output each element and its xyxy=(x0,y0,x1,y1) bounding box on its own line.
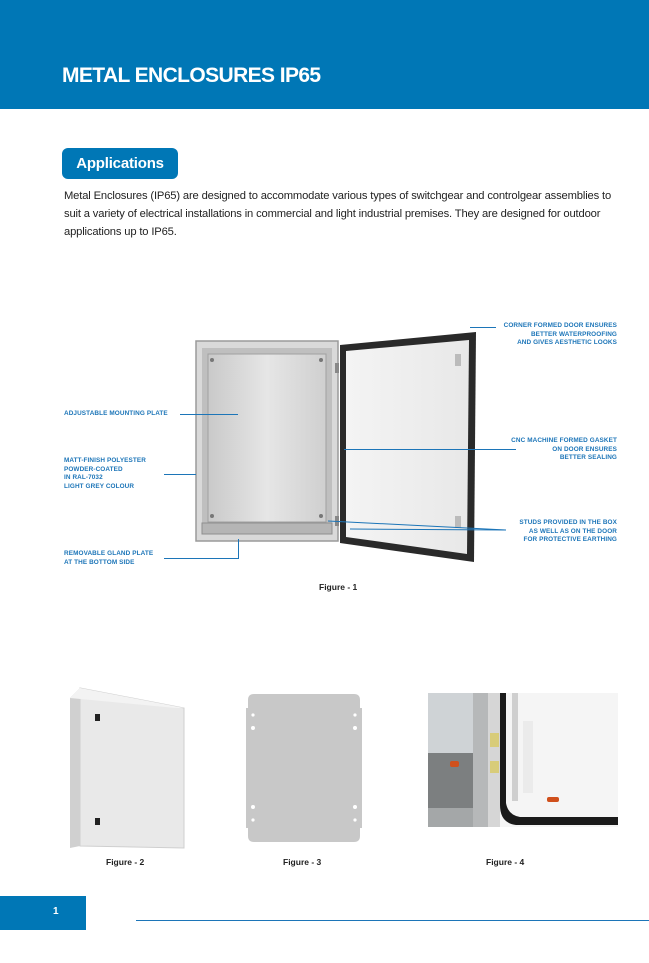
callout-gland-plate: REMOVABLE GLAND PLATE AT THE BOTTOM SIDE xyxy=(64,550,154,566)
leader-line xyxy=(344,449,516,450)
page-number-box xyxy=(0,896,86,930)
figure-2-closed-enclosure-image xyxy=(68,686,186,850)
figure-4-hinge-detail-image xyxy=(428,693,618,827)
figure-4-caption: Figure - 4 xyxy=(486,857,525,867)
figure-2-caption: Figure - 2 xyxy=(106,857,145,867)
figure-3-mounting-plate-image xyxy=(244,694,364,842)
figure-1-caption: Figure - 1 xyxy=(319,582,358,592)
intro-paragraph: Metal Enclosures (IP65) are designed to accommodate various types of switchgear and controlgear assemblies to suit a variety of electrical installations in commercial and light industrial premises. They are designed for outdoor applications up to IP65. xyxy=(64,190,612,238)
callout-earthing-studs: STUDS PROVIDED IN THE BOX AS WELL AS ON THE DOOR FOR PROTECTIVE EARTHING xyxy=(519,519,617,544)
figure-3-caption: Figure - 3 xyxy=(283,857,322,867)
leader-line xyxy=(164,558,239,559)
callout-mounting-plate: ADJUSTABLE MOUNTING PLATE xyxy=(64,410,168,417)
footer-divider xyxy=(136,920,649,921)
callout-powder-coating: MATT-FINISH POLYESTER POWDER-COATED IN RAL-7032 LIGHT GREY COLOUR xyxy=(64,457,146,490)
page-number: 1 xyxy=(53,906,59,917)
leader-line xyxy=(180,414,238,415)
leader-line xyxy=(470,327,496,328)
header-band xyxy=(0,0,649,109)
callout-corner-formed-door: CORNER FORMED DOOR ENSURES BETTER WATERPROOFING AND GIVES AESTHETIC LOOKS xyxy=(503,322,617,347)
leader-lines-studs xyxy=(320,515,520,535)
page-title: METAL ENCLOSURES IP65 xyxy=(62,64,321,87)
leader-line xyxy=(238,539,239,559)
leader-line xyxy=(164,474,196,475)
callout-cnc-gasket: CNC MACHINE FORMED GASKET ON DOOR ENSURES BETTER SEALING xyxy=(511,437,617,462)
section-heading-applications: Applications xyxy=(62,148,178,179)
